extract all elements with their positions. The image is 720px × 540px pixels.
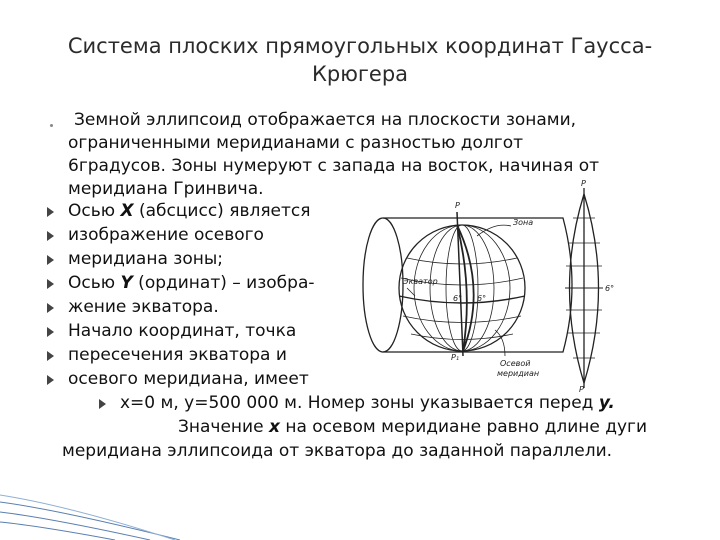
final-line-2: меридиана эллипсоида от экватора до заданной параллели.	[62, 441, 613, 461]
gauss-kruger-projection-figure	[355, 178, 710, 393]
bullet-item-4: Осью Y (ординат) – изобра-	[68, 273, 315, 293]
bullet-marker	[47, 231, 54, 241]
label-equator: Экватор	[403, 277, 438, 286]
y-label: y.	[598, 393, 615, 413]
bullet-item-6: Начало координат, точка	[68, 321, 297, 341]
intro-line-2: ограниченными меридианами с разностью долгот	[68, 133, 524, 153]
final-line-1: Значение x на осевом меридиане равно длине дуги	[178, 417, 648, 437]
intro-line-1: Земной эллипсоид отображается на плоскости зонами,	[74, 110, 577, 130]
projection-diagram	[355, 178, 710, 393]
axis-y-label: Y	[120, 273, 133, 293]
label-p-top: P	[581, 179, 586, 188]
cylinder-left-end	[363, 218, 403, 352]
x-label: x	[268, 417, 280, 437]
label-p-left: P	[455, 201, 460, 210]
intro-line-3: 6градусов. Зоны нумеруют с запада на восток, начиная от	[68, 156, 600, 176]
label-zone: Зона	[513, 218, 534, 227]
bullet-marker	[47, 375, 54, 385]
label-6deg-a: 6°	[453, 294, 463, 303]
bullet-item-7: пересечения экватора и	[68, 345, 287, 365]
decorative-corner-lines	[0, 440, 180, 540]
label-axial-2: меридиан	[497, 369, 540, 378]
parallel	[407, 258, 517, 264]
bullet-item-5: жение экватора.	[68, 297, 219, 317]
label-axial-1: Осевой	[500, 359, 531, 368]
label-6deg-c: 6°	[605, 284, 615, 293]
intro-line-4: меридиана Гринвича.	[68, 179, 264, 199]
bullet-marker	[47, 279, 54, 289]
bullet-marker	[47, 327, 54, 337]
intro-bullet-dot	[50, 124, 53, 127]
title-line-2: Крюгера	[311, 62, 409, 86]
bullet-item-3: меридиана зоны;	[68, 249, 223, 269]
bullet-marker	[47, 255, 54, 265]
bullet-marker	[47, 351, 54, 361]
bullet-marker	[47, 207, 54, 217]
bullet-item-8: осевого меридиана, имеет	[68, 369, 309, 389]
sub-bullet-item: x=0 м, y=500 000 м. Номер зоны указывается перед y.	[120, 393, 615, 413]
slide-title	[20, 32, 700, 88]
bullet-item-1: Осью X (абсцисс) является	[68, 201, 311, 221]
sub-bullet-marker	[99, 399, 106, 409]
bullet-marker	[47, 303, 54, 313]
label-p1: P₁	[451, 353, 460, 362]
bullet-item-2: изображение осевого	[68, 225, 264, 245]
title-line-1: Система плоских прямоугольных координат Гаусса-	[67, 34, 653, 58]
label-p-bottom: P	[579, 385, 584, 393]
label-6deg-b: 6°	[477, 294, 487, 303]
axis-x-label: X	[120, 201, 134, 221]
